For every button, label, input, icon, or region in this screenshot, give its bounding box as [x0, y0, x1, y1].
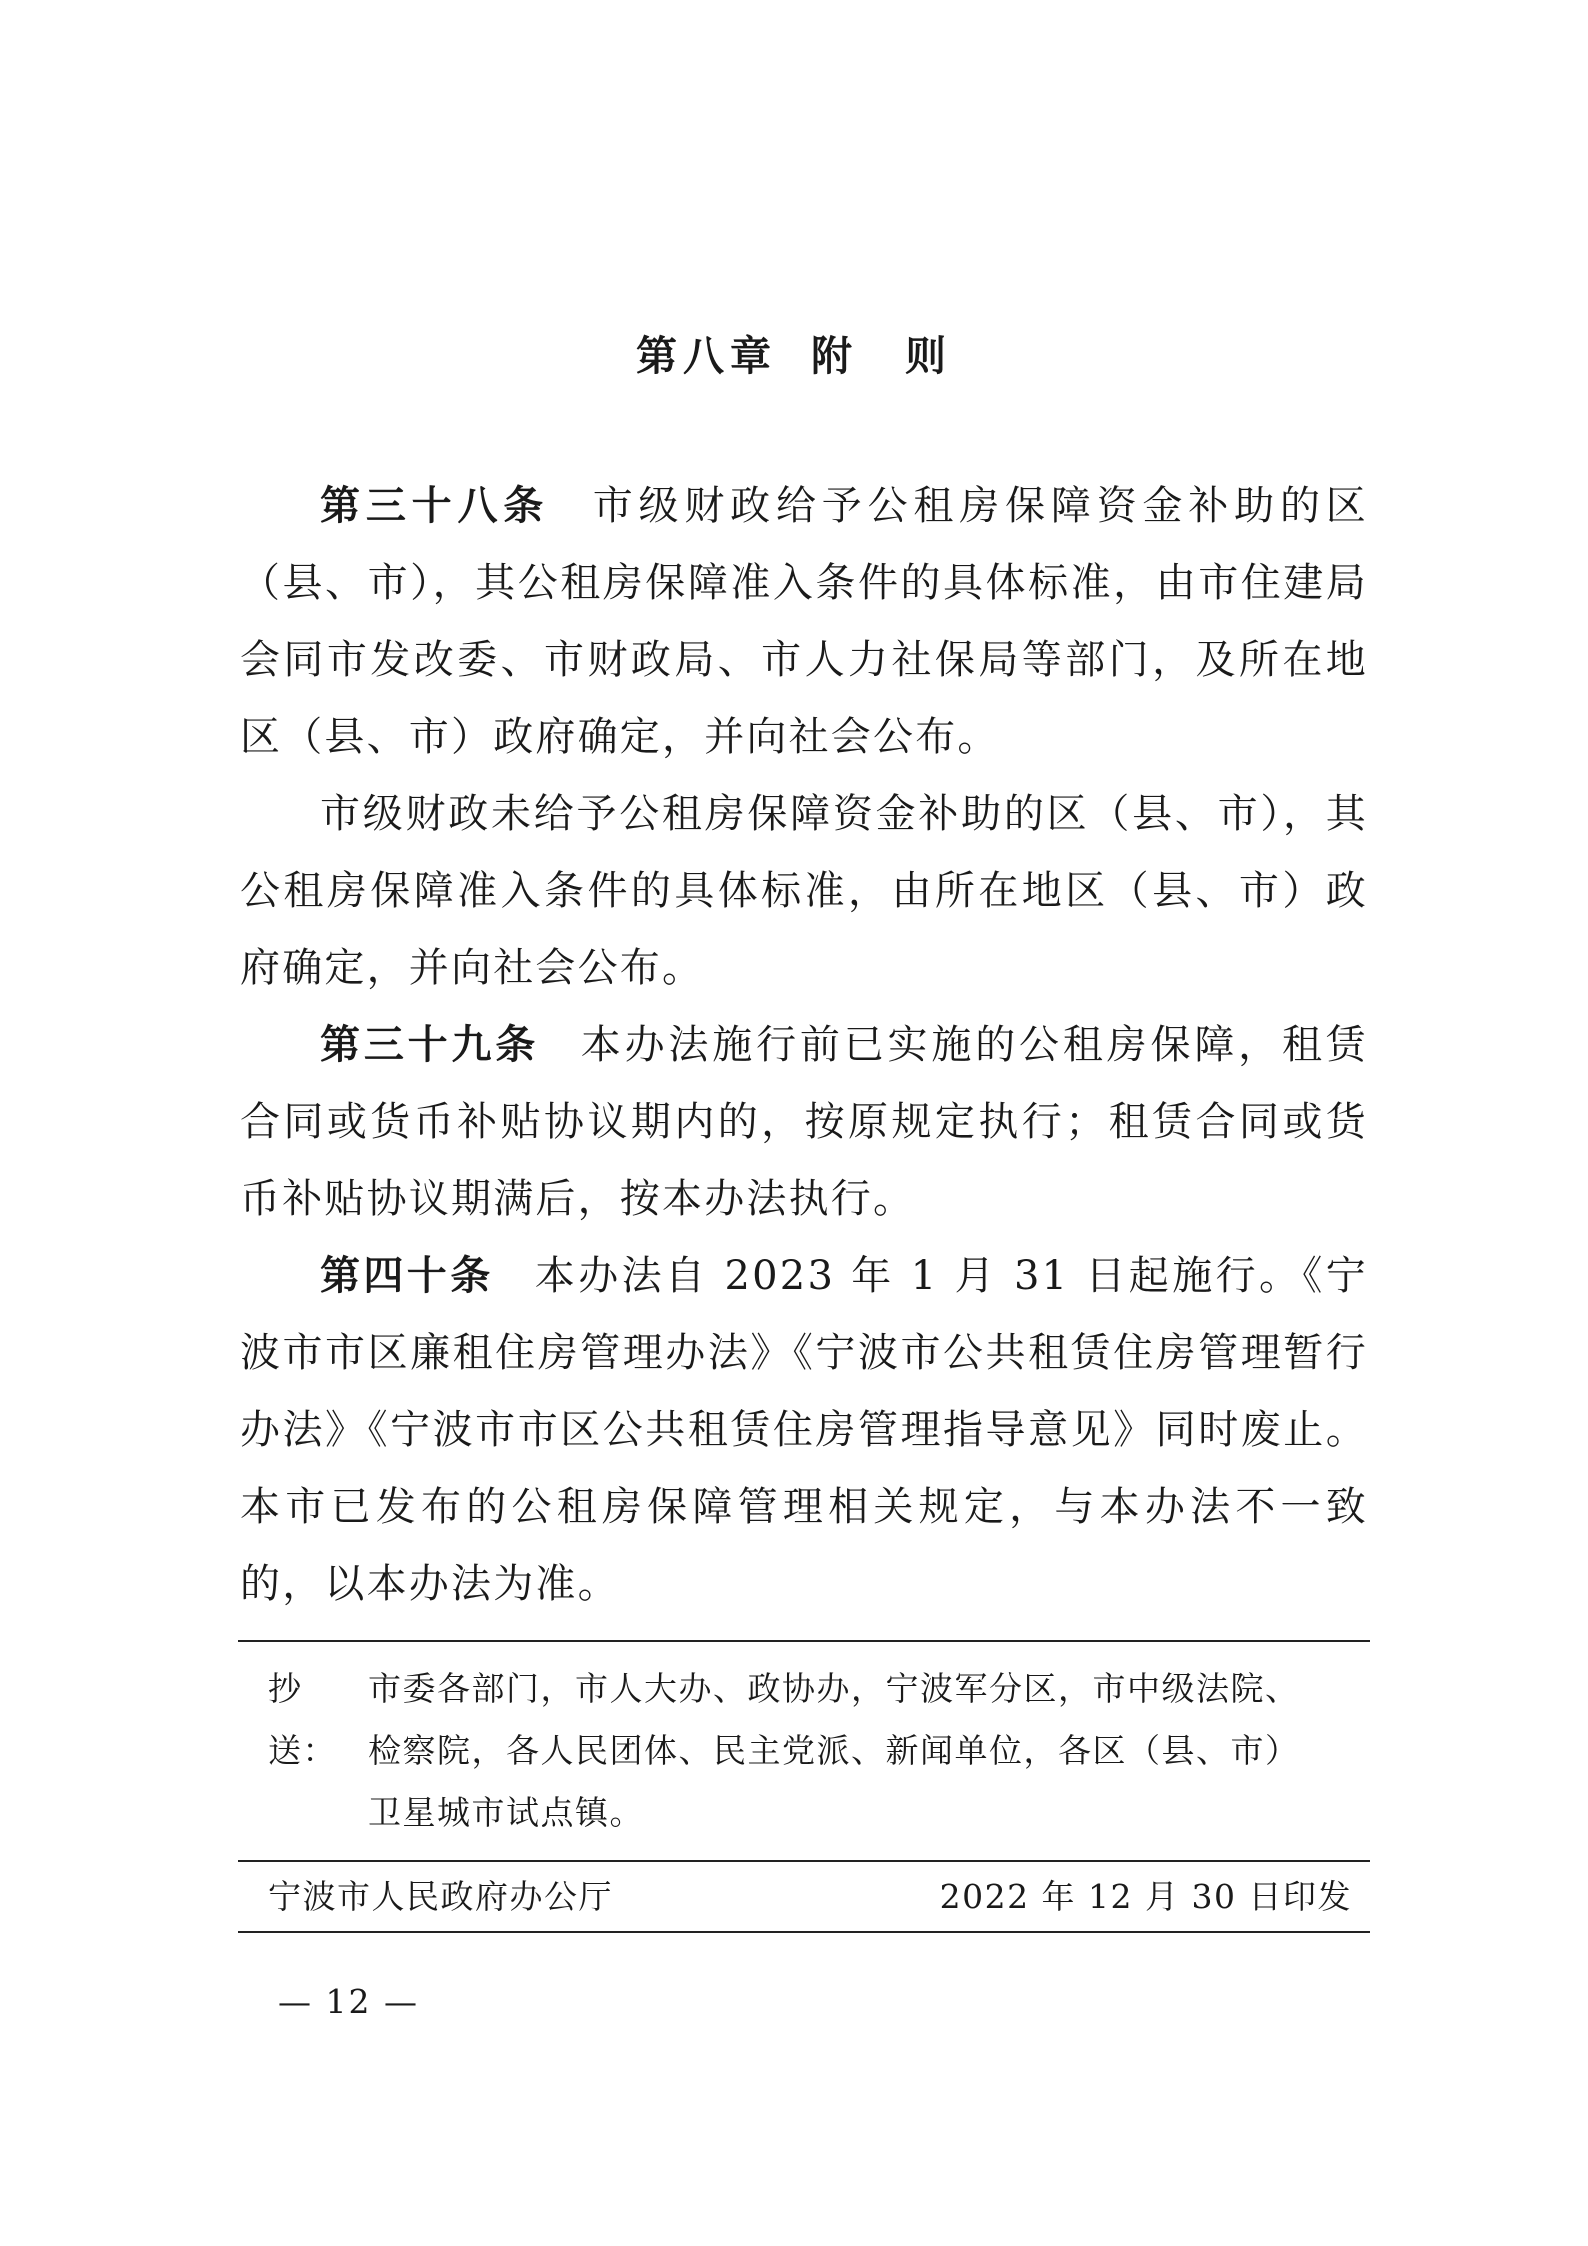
article-38-paragraph-2: [240, 776, 1368, 1007]
article-text: 本办法自 2023 年 1 月 31 日起施行。《宁波市市区廉租住房管理办法》《宁波市公共租赁住房管理暂行办法》《宁波市市区公共租赁住房管理指导意见》同时废止。本市已发布的公租房保障管理相关规定，与本办法不一致的，以本办法为准。: [240, 1253, 1368, 1607]
cc-line: 市委各部门，市人大办、政协办，宁波军分区，市中级法院、: [368, 1669, 1300, 1708]
article-39: [240, 1007, 1368, 1238]
issue-date: 2022 年 12 月 30 日印发: [939, 1877, 1352, 1916]
article-text: 市级财政未给予公租房保障资金补助的区（县、市），其公租房保障准入条件的具体标准，由所在地区（县、市）政府确定，并向社会公布。: [240, 791, 1368, 991]
cc-distribution: [268, 1658, 1328, 1844]
cc-line: 检察院，各人民团体、民主党派、新闻单位，各区（县、市）: [368, 1731, 1300, 1770]
cc-label: 抄送：: [268, 1669, 337, 1770]
divider-bottom: [238, 1931, 1370, 1933]
article-label: 第三十八条: [320, 483, 550, 529]
article-40: [240, 1238, 1368, 1623]
article-label: 第三十九条: [320, 1022, 540, 1068]
cc-line: 卫星城市试点镇。: [368, 1793, 644, 1832]
divider-top: [238, 1640, 1370, 1642]
issuer-row: [268, 1868, 1352, 1926]
article-label: 第四十条: [320, 1253, 494, 1299]
article-text: 市级财政给予公租房保障资金补助的区（县、市），其公租房保障准入条件的具体标准，由市住建局会同市发改委、市财政局、市人力社保局等部门，及所在地区（县、市）政府确定，并向社会公布。: [240, 483, 1368, 760]
divider-middle: [238, 1860, 1370, 1862]
issuing-office: 宁波市人民政府办公厅: [268, 1877, 613, 1916]
page-number: — 12 —: [278, 1982, 419, 2021]
article-text: 本办法施行前已实施的公租房保障，租赁合同或货币补贴协议期内的，按原规定执行；租赁合同或货币补贴协议期满后，按本办法执行。: [240, 1022, 1369, 1222]
article-38: [240, 468, 1368, 776]
chapter-number: 第八章: [636, 332, 777, 380]
chapter-title: [0, 328, 1588, 384]
chapter-name: 附 则: [811, 332, 952, 380]
document-body: [240, 468, 1368, 1623]
